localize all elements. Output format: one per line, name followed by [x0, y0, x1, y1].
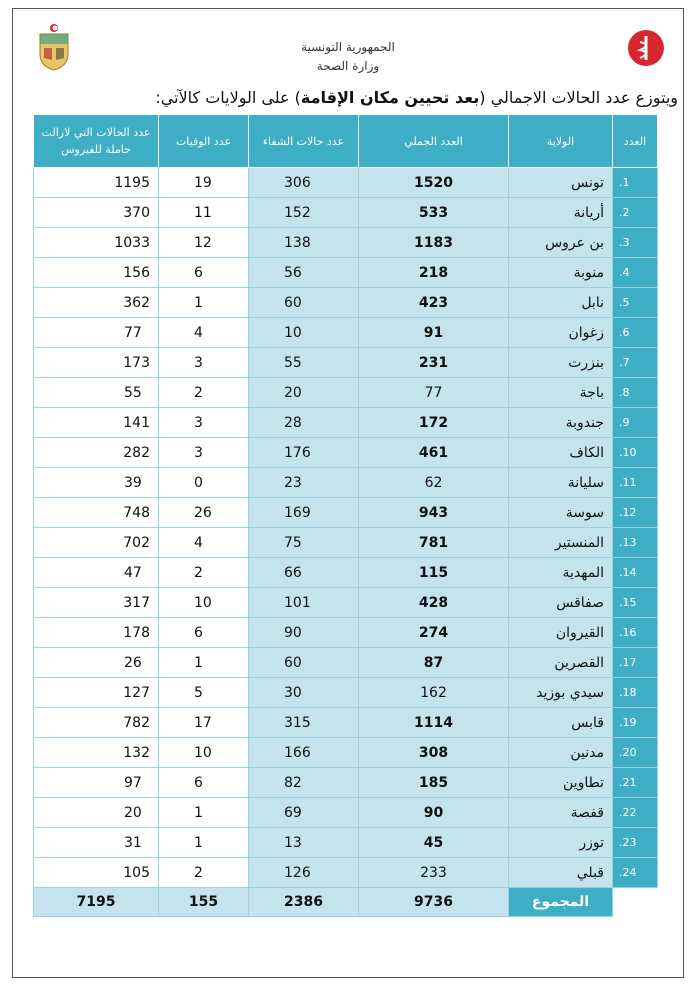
active-cell: 127 [34, 678, 159, 708]
governorate-cell: سيدي بوزيد [509, 678, 613, 708]
header-total: العدد الجملي [359, 115, 509, 168]
total-cell: 533 [359, 198, 509, 228]
recovered-cell: 126 [249, 858, 359, 888]
governorate-cell: نابل [509, 288, 613, 318]
governorate-cell: تطاوين [509, 768, 613, 798]
deaths-cell: 6 [159, 618, 249, 648]
recovered-cell: 176 [249, 438, 359, 468]
recovered-cell: 10 [249, 318, 359, 348]
deaths-cell: 2 [159, 378, 249, 408]
total-cell: 781 [359, 528, 509, 558]
recovered-cell: 66 [249, 558, 359, 588]
recovered-cell: 82 [249, 768, 359, 798]
deaths-cell: 6 [159, 258, 249, 288]
active-cell: 39 [34, 468, 159, 498]
recovered-cell: 315 [249, 708, 359, 738]
ministry-of-health-logo-icon [626, 28, 666, 68]
deaths-cell: 1 [159, 288, 249, 318]
total-cell: 233 [359, 858, 509, 888]
row-number-cell: 16. [613, 618, 658, 648]
total-cell: 1520 [359, 168, 509, 198]
recovered-cell: 23 [249, 468, 359, 498]
total-cell: 308 [359, 738, 509, 768]
header-governorate: الولاية [509, 115, 613, 168]
deaths-cell: 26 [159, 498, 249, 528]
table-row [34, 408, 658, 438]
recovered-cell: 30 [249, 678, 359, 708]
table-row [34, 378, 658, 408]
deaths-cell: 12 [159, 228, 249, 258]
total-cell: 90 [359, 798, 509, 828]
governorate-cell: سليانة [509, 468, 613, 498]
row-number-cell: 21. [613, 768, 658, 798]
governorate-cell: بنزرت [509, 348, 613, 378]
table-row [34, 288, 658, 318]
total-cell: 172 [359, 408, 509, 438]
active-cell: 77 [34, 318, 159, 348]
governorate-cell: القيروان [509, 618, 613, 648]
recovered-cell: 152 [249, 198, 359, 228]
recovered-cell: 20 [249, 378, 359, 408]
table-row [34, 498, 658, 528]
table-row [34, 858, 658, 888]
active-cell: 20 [34, 798, 159, 828]
sum-blank-cell [613, 888, 658, 917]
active-cell: 156 [34, 258, 159, 288]
row-number-cell: 20. [613, 738, 658, 768]
table-row [34, 558, 658, 588]
table-row [34, 678, 658, 708]
deaths-cell: 0 [159, 468, 249, 498]
recovered-cell: 169 [249, 498, 359, 528]
header-recovered: عدد حالات الشفاء [249, 115, 359, 168]
total-cell: 218 [359, 258, 509, 288]
total-cell: 274 [359, 618, 509, 648]
row-number-cell: 8. [613, 378, 658, 408]
active-cell: 702 [34, 528, 159, 558]
active-cell: 317 [34, 588, 159, 618]
active-cell: 55 [34, 378, 159, 408]
active-cell: 31 [34, 828, 159, 858]
table-row [34, 648, 658, 678]
row-number-cell: 19. [613, 708, 658, 738]
row-number-cell: 5. [613, 288, 658, 318]
deaths-cell: 17 [159, 708, 249, 738]
sum-row [34, 888, 658, 917]
row-number-cell: 13. [613, 528, 658, 558]
total-cell: 91 [359, 318, 509, 348]
row-number-cell: 9. [613, 408, 658, 438]
recovered-cell: 60 [249, 288, 359, 318]
ministry-name: وزارة الصحة [316, 59, 380, 73]
table-row [34, 228, 658, 258]
governorate-cell: المهدية [509, 558, 613, 588]
governorate-cell: المنستير [509, 528, 613, 558]
governorate-cases-table [33, 114, 658, 917]
header-number: العدد [613, 115, 658, 168]
sum-label-cell: المجموع [509, 888, 613, 917]
total-cell: 943 [359, 498, 509, 528]
deaths-cell: 1 [159, 798, 249, 828]
recovered-cell: 166 [249, 738, 359, 768]
governorate-cell: الكاف [509, 438, 613, 468]
active-cell: 132 [34, 738, 159, 768]
recovered-cell: 90 [249, 618, 359, 648]
deaths-cell: 6 [159, 768, 249, 798]
governorate-cell: قبلي [509, 858, 613, 888]
recovered-cell: 56 [249, 258, 359, 288]
governorate-cell: جندوبة [509, 408, 613, 438]
table-header-row [34, 115, 658, 168]
recovered-cell: 13 [249, 828, 359, 858]
table-row [34, 588, 658, 618]
total-cell: 428 [359, 588, 509, 618]
recovered-cell: 69 [249, 798, 359, 828]
row-number-cell: 15. [613, 588, 658, 618]
row-number-cell: 3. [613, 228, 658, 258]
active-cell: 26 [34, 648, 159, 678]
governorate-cell: أريانة [509, 198, 613, 228]
active-cell: 782 [34, 708, 159, 738]
deaths-cell: 4 [159, 528, 249, 558]
active-cell: 282 [34, 438, 159, 468]
active-cell: 105 [34, 858, 159, 888]
total-cell: 1114 [359, 708, 509, 738]
total-cell: 162 [359, 678, 509, 708]
document-header [12, 18, 684, 88]
governorate-cell: منوبة [509, 258, 613, 288]
table-row [34, 708, 658, 738]
total-cell: 231 [359, 348, 509, 378]
header-deaths: عدد الوفيات [159, 115, 249, 168]
table-row [34, 768, 658, 798]
row-number-cell: 18. [613, 678, 658, 708]
total-cell: 461 [359, 438, 509, 468]
active-cell: 47 [34, 558, 159, 588]
sum-active-cell: 7195 [34, 888, 159, 917]
deaths-cell: 11 [159, 198, 249, 228]
deaths-cell: 19 [159, 168, 249, 198]
governorate-cell: بن عروس [509, 228, 613, 258]
deaths-cell: 3 [159, 408, 249, 438]
row-number-cell: 2. [613, 198, 658, 228]
governorate-cell: قابس [509, 708, 613, 738]
governorate-cell: باجة [509, 378, 613, 408]
deaths-cell: 10 [159, 738, 249, 768]
recovered-cell: 138 [249, 228, 359, 258]
active-cell: 1033 [34, 228, 159, 258]
governorate-cell: زغوان [509, 318, 613, 348]
row-number-cell: 22. [613, 798, 658, 828]
deaths-cell: 3 [159, 348, 249, 378]
governorate-cell: توزر [509, 828, 613, 858]
governorate-cell: صفاقس [509, 588, 613, 618]
intro-sentence [155, 88, 678, 107]
total-cell: 423 [359, 288, 509, 318]
intro-pre: ويتوزع عدد الحالات الاجمالي ( [479, 88, 678, 107]
table-row [34, 318, 658, 348]
deaths-cell: 10 [159, 588, 249, 618]
active-cell: 141 [34, 408, 159, 438]
deaths-cell: 2 [159, 858, 249, 888]
header-active: عدد الحالات التي لازالت حاملة للفيروس [34, 115, 159, 168]
total-cell: 87 [359, 648, 509, 678]
row-number-cell: 1. [613, 168, 658, 198]
table-row [34, 468, 658, 498]
active-cell: 178 [34, 618, 159, 648]
table-row [34, 738, 658, 768]
active-cell: 97 [34, 768, 159, 798]
table-row [34, 168, 658, 198]
recovered-cell: 60 [249, 648, 359, 678]
row-number-cell: 4. [613, 258, 658, 288]
row-number-cell: 14. [613, 558, 658, 588]
governorate-cell: تونس [509, 168, 613, 198]
recovered-cell: 55 [249, 348, 359, 378]
governorate-cell: سوسة [509, 498, 613, 528]
deaths-cell: 5 [159, 678, 249, 708]
row-number-cell: 11. [613, 468, 658, 498]
governorate-cell: القصرين [509, 648, 613, 678]
row-number-cell: 23. [613, 828, 658, 858]
sum-total-cell: 9736 [359, 888, 509, 917]
table-row [34, 438, 658, 468]
governorate-cell: قفصة [509, 798, 613, 828]
table-row [34, 828, 658, 858]
deaths-cell: 3 [159, 438, 249, 468]
table-row [34, 798, 658, 828]
row-number-cell: 6. [613, 318, 658, 348]
row-number-cell: 12. [613, 498, 658, 528]
recovered-cell: 306 [249, 168, 359, 198]
total-cell: 115 [359, 558, 509, 588]
intro-bold: بعد تحيين مكان الإقامة [300, 88, 480, 107]
recovered-cell: 101 [249, 588, 359, 618]
active-cell: 748 [34, 498, 159, 528]
table-body [34, 168, 658, 917]
republic-name: الجمهورية التونسية [301, 40, 395, 54]
table-row [34, 618, 658, 648]
ministry-title [12, 38, 684, 76]
table-row [34, 348, 658, 378]
table-row [34, 528, 658, 558]
table-row [34, 258, 658, 288]
recovered-cell: 75 [249, 528, 359, 558]
sum-deaths-cell: 155 [159, 888, 249, 917]
row-number-cell: 7. [613, 348, 658, 378]
total-cell: 77 [359, 378, 509, 408]
row-number-cell: 24. [613, 858, 658, 888]
table-row [34, 198, 658, 228]
row-number-cell: 10. [613, 438, 658, 468]
deaths-cell: 2 [159, 558, 249, 588]
deaths-cell: 1 [159, 828, 249, 858]
active-cell: 173 [34, 348, 159, 378]
recovered-cell: 28 [249, 408, 359, 438]
sum-recovered-cell: 2386 [249, 888, 359, 917]
intro-post: ) على الولايات كالآتي: [155, 88, 301, 107]
active-cell: 362 [34, 288, 159, 318]
active-cell: 370 [34, 198, 159, 228]
total-cell: 185 [359, 768, 509, 798]
total-cell: 62 [359, 468, 509, 498]
governorate-cell: مدنين [509, 738, 613, 768]
total-cell: 45 [359, 828, 509, 858]
total-cell: 1183 [359, 228, 509, 258]
deaths-cell: 1 [159, 648, 249, 678]
row-number-cell: 17. [613, 648, 658, 678]
deaths-cell: 4 [159, 318, 249, 348]
active-cell: 1195 [34, 168, 159, 198]
